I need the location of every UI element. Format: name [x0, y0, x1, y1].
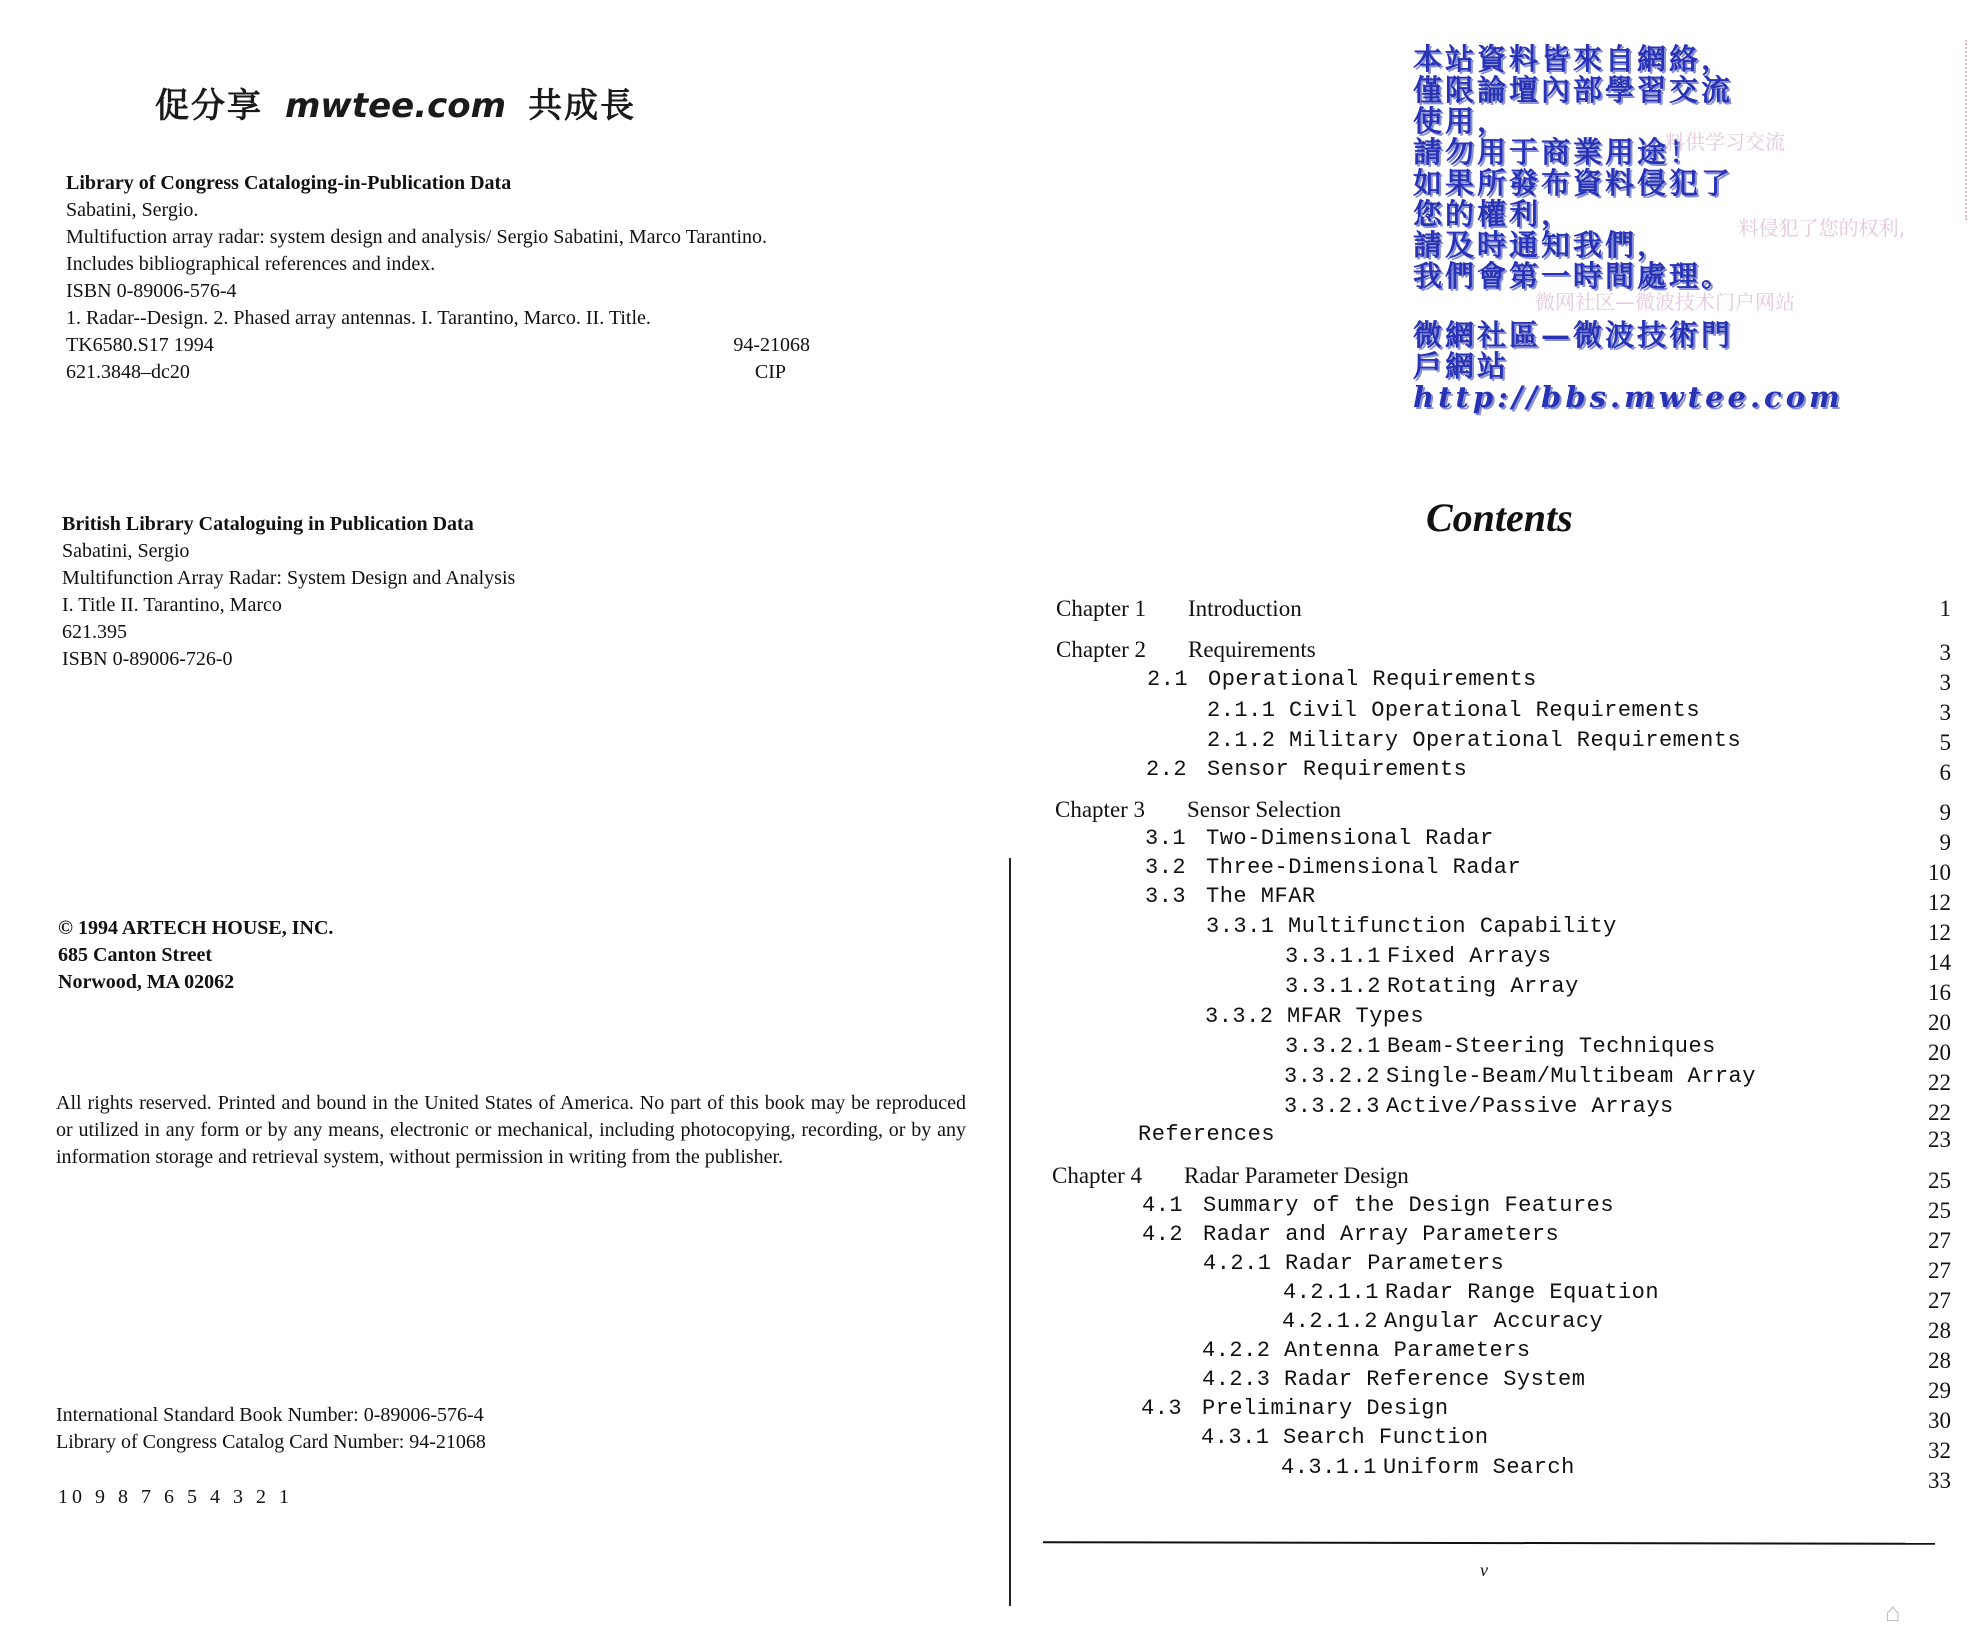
toc-title: Two-Dimensional Radar: [1206, 826, 1494, 851]
british-line: 621.395: [62, 621, 127, 643]
toc-section-number: 3.3.1.1: [1285, 944, 1381, 969]
loc-row-call: [66, 332, 810, 359]
toc-entry: [0, 1425, 1985, 1463]
toc-page-number: 20: [1928, 1010, 1951, 1035]
toc-chapter-label: Chapter 1: [1056, 596, 1147, 621]
toc-page-number: 6: [1939, 760, 1951, 785]
toc-page-number: 16: [1928, 980, 1951, 1005]
toc-page-number: 27: [1928, 1258, 1951, 1283]
british-heading: British Library Cataloguing in Publication Data: [62, 513, 474, 535]
toc-chapter-label: Chapter 3: [1055, 797, 1146, 822]
toc-section-number: 4.2.1.1: [1283, 1280, 1379, 1305]
toc-entry: [0, 1309, 1985, 1343]
toc-title: Military Operational Requirements: [1289, 728, 1742, 753]
watermark-line: 您的權利，: [1413, 197, 1574, 231]
toc-section-number: 3.1: [1145, 826, 1187, 851]
toc-title: Summary of the Design Features: [1203, 1193, 1615, 1218]
toc-page-number: 32: [1928, 1438, 1951, 1463]
toc-section-number: 4.2.2: [1202, 1338, 1271, 1363]
toc-title: Requirements: [1188, 637, 1316, 662]
toc-page-number: 12: [1928, 890, 1951, 915]
toc-entry: [0, 884, 1985, 914]
toc-entry: [0, 1396, 1985, 1433]
toc-title: Preliminary Design: [1202, 1396, 1449, 1421]
loc-line: Includes bibliographical references and index.: [66, 253, 436, 275]
loc-cip: CIP: [754, 361, 786, 383]
toc-page-number: 25: [1928, 1198, 1951, 1223]
watermark-url: http://bbs.mwtee.com: [1413, 380, 1844, 414]
contents-title: Contents: [1426, 495, 1573, 540]
toc-entry: [0, 757, 1985, 787]
toc-page-number: 14: [1928, 950, 1951, 975]
home-icon: ⌂: [1885, 1598, 1901, 1627]
scan-edge: [1965, 40, 1981, 220]
toc-entry: [0, 1280, 1985, 1313]
toc-page-number: 30: [1928, 1408, 1951, 1433]
toc-section-number: 4.3.1: [1201, 1425, 1270, 1450]
toc-title: Single-Beam/Multibeam Array: [1386, 1064, 1756, 1089]
toc-section-number: 3.3.1.2: [1285, 974, 1381, 999]
toc-title: Radar Range Equation: [1385, 1280, 1660, 1305]
toc-section-number: 3.3.2.1: [1285, 1034, 1381, 1059]
toc-page-number: 12: [1928, 920, 1951, 945]
watermark-line: 請及時通知我們，: [1413, 228, 1670, 262]
toc-entry: [0, 1455, 1985, 1493]
toc-entry: [0, 855, 1985, 885]
watermark-faint-text: 料供学习交流: [1665, 130, 1785, 154]
toc-section-number: 4.2.3: [1202, 1367, 1271, 1392]
loc-line: ISBN 0-89006-576-4: [66, 280, 237, 302]
toc-entry: [0, 974, 1985, 1004]
toc-title: Radar Parameter Design: [1184, 1163, 1409, 1188]
toc-section-number: 3.3.2.3: [1284, 1094, 1380, 1119]
toc-page-number: 3: [1939, 700, 1951, 725]
british-line: Multifunction Array Radar: System Design and Analysis: [62, 567, 516, 589]
toc-title: Radar and Array Parameters: [1203, 1222, 1560, 1247]
toc-title: Fixed Arrays: [1387, 944, 1552, 969]
watermark-site-line: 微網社區—微波技術門: [1413, 318, 1734, 352]
toc-page-number: 28: [1928, 1318, 1951, 1343]
banner-left: 促分享: [155, 86, 263, 126]
toc-page-number: 25: [1928, 1168, 1951, 1193]
isbn-line: International Standard Book Number: 0-89006-576-4: [56, 1404, 484, 1426]
banner-right: 共成長: [528, 86, 637, 126]
toc-title: MFAR Types: [1287, 1004, 1425, 1029]
toc-entry: [0, 596, 1985, 626]
toc-entry: [0, 667, 1985, 697]
toc-page-number: 22: [1928, 1070, 1951, 1095]
toc-page-number: 27: [1928, 1228, 1951, 1253]
toc-entry: [0, 1034, 1985, 1064]
toc-chapter-label: Chapter 4: [1052, 1163, 1143, 1188]
toc-title: Sensor Selection: [1187, 797, 1341, 822]
toc-page-number: 5: [1939, 730, 1951, 755]
toc-page-number: 1: [1939, 596, 1951, 621]
toc-entry: [0, 1004, 1985, 1034]
toc-section-number: 4.2: [1142, 1222, 1184, 1247]
toc-entry: [0, 797, 1985, 827]
toc-section-number: 4.2.1.2: [1282, 1309, 1378, 1334]
toc-section-number: 4.3: [1141, 1396, 1183, 1421]
toc-title: Operational Requirements: [1208, 667, 1537, 692]
toc-title: Civil Operational Requirements: [1289, 698, 1701, 723]
publisher-line: © 1994 ARTECH HOUSE, INC.: [58, 917, 334, 939]
toc-title: Sensor Requirements: [1207, 757, 1468, 782]
toc-entry: [0, 1122, 1985, 1152]
page-folio: v: [1480, 1560, 1488, 1580]
watermark-line: 僅限論壇內部學習交流: [1413, 73, 1734, 107]
site-banner: [155, 78, 636, 127]
toc-title: Antenna Parameters: [1284, 1338, 1531, 1363]
toc-section-number: 2.1.1: [1207, 698, 1276, 723]
watermark-line: 使用，: [1413, 104, 1510, 138]
british-line: Sabatini, Sergio: [62, 540, 190, 562]
toc-title: Multifunction Capability: [1288, 914, 1617, 939]
toc-title: Rotating Array: [1387, 974, 1579, 999]
toc-entry: [0, 698, 1985, 728]
toc-entry: [0, 944, 1985, 974]
toc-title: References: [1138, 1122, 1276, 1147]
toc-section-number: 3.3.2.2: [1284, 1064, 1380, 1089]
rights-notice: All rights reserved. Printed and bound in the United States of America. No part of this book may be reproduced or utilized in any form or by any means, electronic or mechanical, including photocopying, recording, or by any information storage and retrieval system, without permission in writing from the publisher.: [56, 1092, 966, 1168]
toc-page-number: 29: [1928, 1378, 1951, 1403]
toc-entry: [0, 1064, 1985, 1094]
toc-entry: [0, 1094, 1985, 1124]
toc-entry: [0, 637, 1985, 667]
toc-entry: [0, 1163, 1985, 1193]
toc-title: The MFAR: [1206, 884, 1316, 909]
toc-title: Three-Dimensional Radar: [1206, 855, 1522, 880]
loc-dewey: 621.3848–dc20: [66, 361, 190, 383]
publisher-line: Norwood, MA 02062: [58, 971, 235, 993]
watermark-faint-text: 微网社区—微波技术门户网站: [1535, 290, 1795, 314]
british-line: ISBN 0-89006-726-0: [62, 648, 233, 670]
toc-section-number: 2.1.2: [1207, 728, 1276, 753]
watermark-site-line: 戶網站: [1413, 349, 1510, 383]
loc-cataloging-block: [66, 170, 866, 386]
toc-section-number: 4.2.1: [1203, 1251, 1272, 1276]
toc-page-number: 9: [1939, 830, 1951, 855]
toc-entry: [0, 1193, 1985, 1223]
toc-title: Radar Reference System: [1284, 1367, 1586, 1392]
watermark-line: 本站資料皆來自網絡，: [1413, 42, 1734, 76]
toc-page-number: 3: [1939, 670, 1951, 695]
publisher-line: 685 Canton Street: [58, 944, 213, 966]
toc-page-number: 28: [1928, 1348, 1951, 1373]
banner-site: mwtee.com: [285, 86, 507, 126]
toc-page-number: 27: [1928, 1288, 1951, 1313]
loc-card-number: 94-21068: [733, 334, 810, 356]
loc-line: 1. Radar--Design. 2. Phased array antennas. I. Tarantino, Marco. II. Title.: [66, 307, 651, 329]
toc-title: Angular Accuracy: [1384, 1309, 1604, 1334]
printing-line: 10 9 8 7 6 5 4 3 2 1: [58, 1486, 293, 1508]
toc-page-number: 10: [1928, 860, 1951, 885]
watermark-line: 我們會第一時間處理。: [1413, 259, 1734, 293]
toc-entry: [0, 728, 1985, 758]
toc-entry: [0, 1251, 1985, 1281]
toc-title: Active/Passive Arrays: [1386, 1094, 1674, 1119]
toc-title: Introduction: [1188, 596, 1302, 621]
toc-section-number: 3.3.2: [1205, 1004, 1274, 1029]
watermark-line: 請勿用于商業用途！: [1413, 135, 1702, 169]
watermark-faint-text: 料侵犯了您的权利,: [1738, 216, 1905, 240]
toc-title: Uniform Search: [1383, 1455, 1575, 1480]
toc-page-number: 3: [1939, 640, 1951, 665]
loc-call-number: TK6580.S17 1994: [66, 334, 214, 356]
toc-page-number: 9: [1939, 800, 1951, 825]
toc-section-number: 2.1: [1147, 667, 1189, 692]
british-line: I. Title II. Tarantino, Marco: [62, 594, 282, 616]
toc-section-number: 3.3.1: [1206, 914, 1275, 939]
toc-entry: [0, 914, 1985, 944]
watermark-line: 如果所發布資料侵犯了: [1413, 166, 1734, 200]
loc-heading: Library of Congress Cataloging-in-Publication Data: [66, 172, 512, 194]
toc-entry: [0, 826, 1985, 856]
loc-row-dewey: [66, 359, 786, 386]
toc-page-number: 33: [1928, 1468, 1951, 1493]
toc-section-number: 4.3.1.1: [1281, 1455, 1377, 1480]
toc-entry: [0, 1222, 1985, 1252]
loc-line: Sabatini, Sergio.: [66, 199, 199, 221]
toc-entry: [0, 1367, 1985, 1403]
toc-section-number: 3.3: [1145, 884, 1187, 909]
toc-page-number: 22: [1928, 1100, 1951, 1125]
toc-title: Search Function: [1283, 1425, 1489, 1450]
toc-page-number: 23: [1928, 1127, 1951, 1152]
toc-page-number: 20: [1928, 1040, 1951, 1065]
toc-section-number: 3.2: [1145, 855, 1187, 880]
loc-line: Multifuction array radar: system design and analysis/ Sergio Sabatini, Marco Tarantino.: [66, 226, 768, 248]
toc-chapter-label: Chapter 2: [1056, 637, 1147, 662]
toc-title: Radar Parameters: [1285, 1251, 1505, 1276]
toc-section-number: 4.1: [1142, 1193, 1184, 1218]
toc-entry: [0, 1338, 1985, 1373]
toc-section-number: 2.2: [1146, 757, 1188, 782]
toc-title: Beam-Steering Techniques: [1387, 1034, 1716, 1059]
isbn-line: Library of Congress Catalog Card Number: 94-21068: [56, 1431, 486, 1453]
